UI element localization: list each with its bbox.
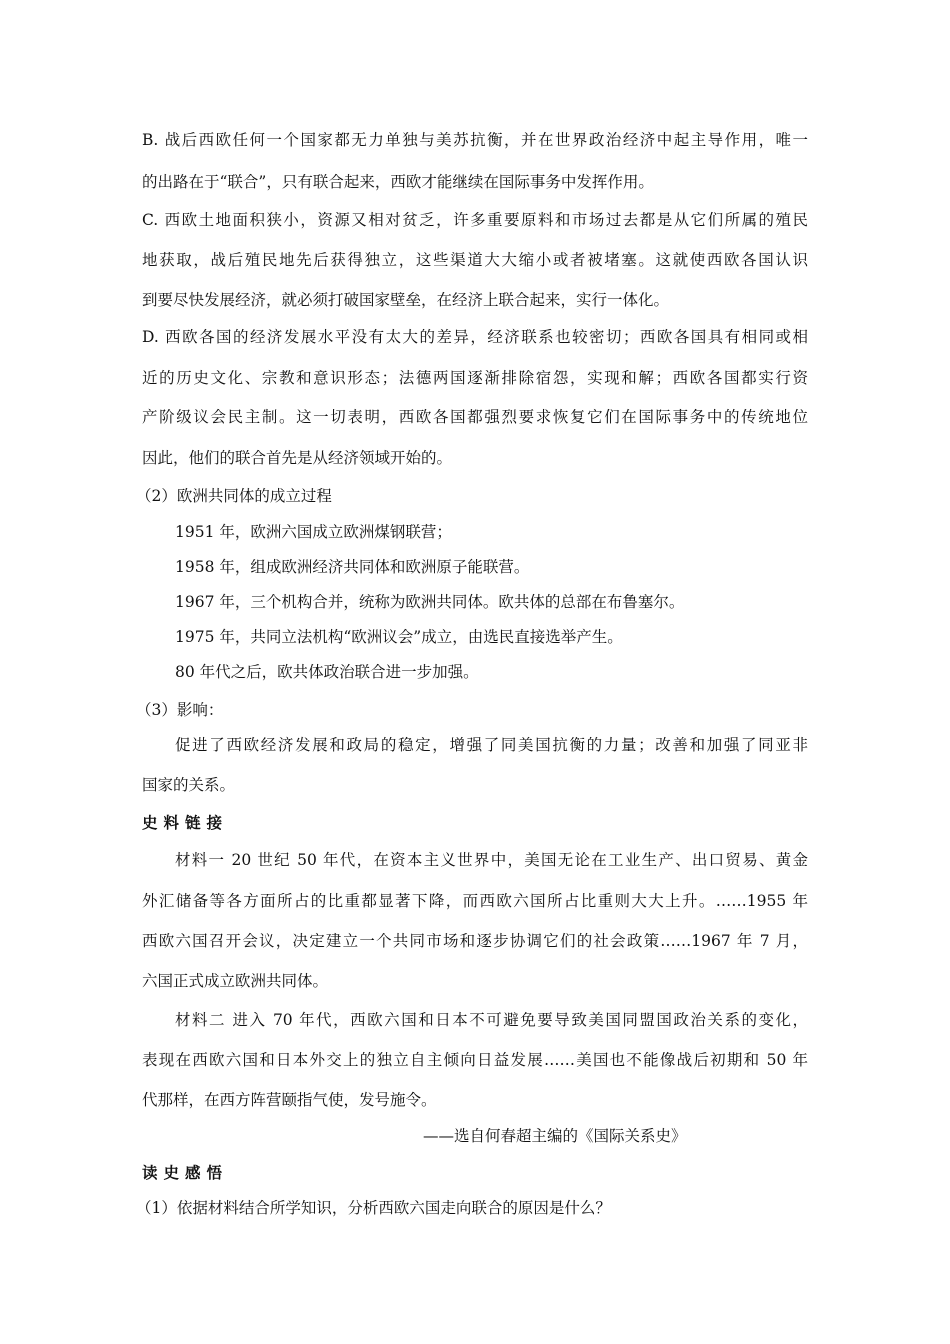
process-item: 1958 年，组成欧洲经济共同体和欧洲原子能联营。 — [175, 558, 530, 576]
source-citation: ——选自何春超主编的《国际关系史》 — [423, 1127, 687, 1145]
option-c-line-1: C. 西欧土地面积狭小，资源又相对贫乏，许多重要原料和市场过去都是从它们所属的殖民 — [142, 211, 808, 229]
question-1: （1）依据材料结合所学知识，分析西欧六国走向联合的原因是什么？ — [136, 1199, 611, 1217]
option-d-line-1: D. 西欧各国的经济发展水平没有太大的差异，经济联系也较密切；西欧各国具有相同或相 — [142, 328, 808, 346]
material-1-line-2: 外汇储备等各方面所占的比重都显著下降，而西欧六国所占比重则大大上升。……1955 年 — [142, 892, 808, 910]
impact-line-2: 国家的关系。 — [142, 776, 236, 794]
process-item: 80 年代之后，欧共体政治联合进一步加强。 — [175, 663, 479, 681]
material-2-line-2: 表现在西欧六国和日本外交上的独立自主倾向日益发展……美国也不能像战后初期和 50 年 — [142, 1051, 808, 1069]
option-d-line-4: 因此，他们的联合首先是从经济领域开始的。 — [142, 449, 453, 467]
option-b-line-1: B. 战后西欧任何一个国家都无力单独与美苏抗衡，并在世界政治经济中起主导作用，唯一 — [142, 131, 808, 149]
process-heading: （2）欧洲共同体的成立过程 — [136, 487, 332, 505]
material-1-line-3: 西欧六国召开会议，决定建立一个共同市场和逐步协调它们的社会政策……1967 年 7 月， — [142, 932, 808, 950]
process-item: 1967 年，三个机构合并，统称为欧洲共同体。欧共体的总部在布鲁塞尔。 — [175, 593, 685, 611]
material-2-line-3: 代那样，在西方阵营颐指气使，发号施令。 — [142, 1091, 437, 1109]
process-item: 1951 年，欧洲六国成立欧洲煤钢联营； — [175, 523, 452, 541]
option-d-line-3: 产阶级议会民主制。这一切表明，西欧各国都强烈要求恢复它们在国际事务中的传统地位 — [142, 408, 808, 426]
material-1-line-1: 材料一 20 世纪 50 年代，在资本主义世界中，美国无论在工业生产、出口贸易、黄金 — [175, 851, 808, 869]
reading-heading: 读史感悟 — [142, 1164, 229, 1182]
option-b-line-2: 的出路在于“联合”，只有联合起来，西欧才能继续在国际事务中发挥作用。 — [142, 173, 654, 191]
option-c-line-3: 到要尽快发展经济，就必须打破国家壁垒，在经济上联合起来，实行一体化。 — [142, 291, 670, 309]
process-item: 1975 年，共同立法机构“欧洲议会”成立，由选民直接选举产生。 — [175, 628, 623, 646]
impact-line-1: 促进了西欧经济发展和政局的稳定，增强了同美国抗衡的力量；改善和加强了同亚非 — [175, 736, 808, 754]
material-1-line-4: 六国正式成立欧洲共同体。 — [142, 972, 329, 990]
material-2-line-1: 材料二 进入 70 年代，西欧六国和日本不可避免要导致美国同盟国政治关系的变化， — [175, 1011, 808, 1029]
option-d-line-2: 近的历史文化、宗教和意识形态；法德两国逐渐排除宿怨，实现和解；西欧各国都实行资 — [142, 369, 808, 387]
sources-heading: 史料链接 — [142, 814, 229, 832]
option-c-line-2: 地获取，战后殖民地先后获得独立，这些渠道大大缩小或者被堵塞。这就使西欧各国认识 — [142, 251, 808, 269]
impact-heading: （3）影响： — [136, 701, 224, 719]
